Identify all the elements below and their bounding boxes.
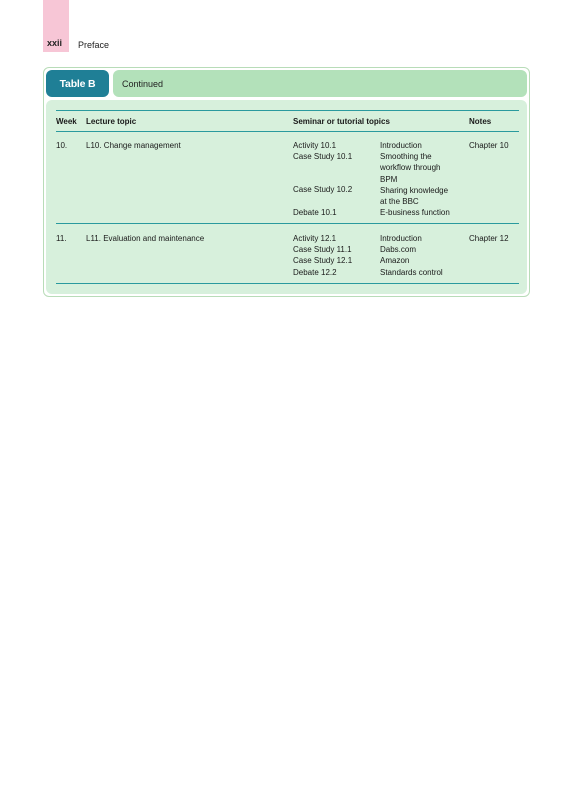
row-10-activity-4: Debate 10.1 [293, 208, 337, 217]
topic-line: Amazon [380, 256, 410, 266]
column-header-week: Week [56, 117, 77, 126]
activity-line: Case Study 11.1 [293, 245, 352, 255]
row-10-notes: Chapter 10 [469, 141, 509, 150]
topic-line: Standards control [380, 267, 443, 277]
table-label: Table B [46, 70, 109, 97]
table-body [46, 100, 527, 294]
table-top-rule [56, 110, 519, 111]
row-separator-rule [56, 223, 519, 224]
table-b [43, 67, 530, 297]
table-bottom-rule [56, 283, 519, 284]
row-10-lecture: L10. Change management [86, 141, 181, 150]
activity-line: Debate 12.2 [293, 267, 337, 277]
row-10-week: 10. [56, 141, 68, 150]
column-header-lecture-topic: Lecture topic [86, 117, 137, 126]
activity-line: Case Study 12.1 [293, 256, 353, 266]
topic-line: Introduction [380, 234, 422, 243]
row-11-notes: Chapter 12 [469, 234, 509, 243]
row-11-activities [293, 233, 352, 278]
row-10-activity-3: Case Study 10.2 [293, 185, 353, 194]
topic-line: Sharing knowledge [380, 185, 449, 195]
row-10-topics [380, 140, 450, 218]
column-header-seminar-topics: Seminar or tutorial topics [293, 117, 390, 126]
topic-line: workflow through [380, 163, 441, 173]
topic-line: Introduction [380, 141, 422, 150]
activity-line: Activity 12.1 [293, 234, 337, 243]
row-10-activity-2: Case Study 10.1 [293, 152, 353, 161]
topic-line: BPM [380, 174, 398, 184]
topic-line: Smoothing the [380, 152, 432, 162]
row-11-topics [380, 233, 443, 278]
topic-line: Dabs.com [380, 245, 417, 255]
header-rule [56, 131, 519, 132]
page-number: xxii [47, 38, 63, 48]
topic-line: at the BBC [380, 197, 419, 207]
topic-line: E-business function [380, 208, 450, 218]
row-11-week: 11. [56, 234, 67, 243]
running-head: Preface [78, 40, 110, 50]
column-header-notes: Notes [469, 117, 492, 126]
table-caption: Continued [113, 70, 527, 97]
row-11-lecture: L11. Evaluation and maintenance [86, 234, 205, 243]
row-10-activity-1: Activity 10.1 [293, 141, 337, 150]
